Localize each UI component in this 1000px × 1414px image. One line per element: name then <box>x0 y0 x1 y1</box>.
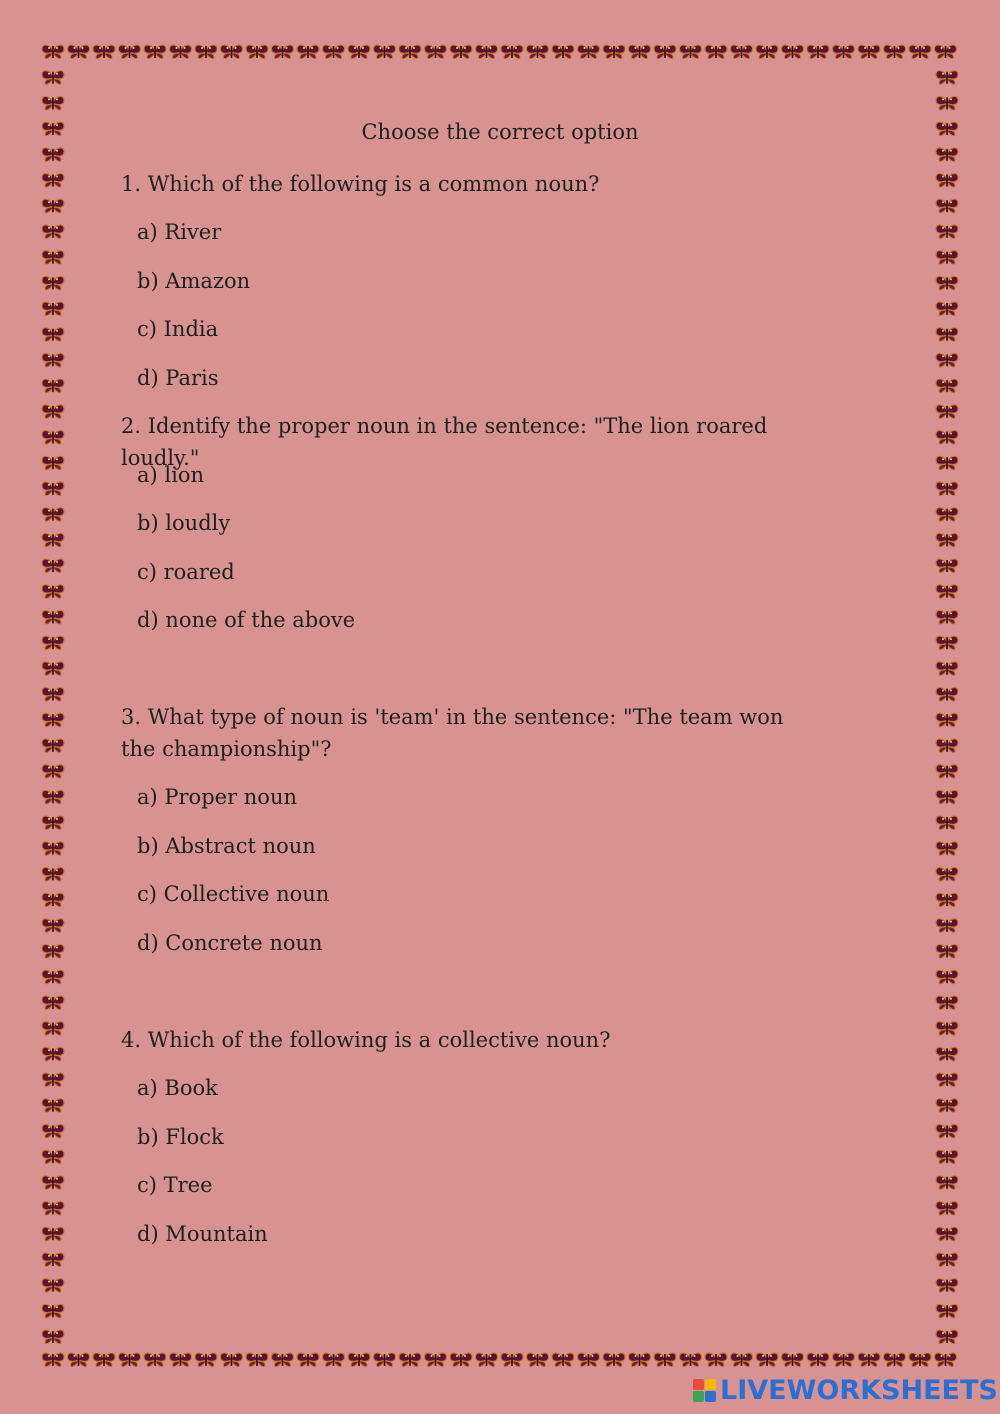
butterfly-icon <box>936 533 958 547</box>
question-4-option-b[interactable]: b) Flock <box>137 1125 224 1149</box>
butterfly-icon <box>936 431 958 445</box>
question-2-option-b[interactable]: b) loudly <box>137 511 231 535</box>
question-1-option-a[interactable]: a) River <box>137 220 222 244</box>
butterfly-icon <box>936 893 958 907</box>
butterfly-icon <box>246 1353 268 1367</box>
butterfly-icon <box>936 919 958 933</box>
butterfly-icon <box>705 1353 727 1367</box>
butterfly-icon <box>936 1253 958 1267</box>
butterfly-icon <box>323 1353 345 1367</box>
question-4-option-a[interactable]: a) Book <box>137 1076 218 1100</box>
butterfly-icon <box>42 508 64 522</box>
butterfly-icon <box>42 585 64 599</box>
question-2: 2. Identify the proper noun in the sentence: "The lion roared loudly." <box>121 414 768 470</box>
butterfly-icon <box>42 431 64 445</box>
butterfly-icon <box>42 1279 64 1293</box>
butterfly-icon <box>68 1353 90 1367</box>
butterfly-icon <box>936 713 958 727</box>
butterfly-icon <box>42 945 64 959</box>
butterfly-icon <box>42 1353 64 1367</box>
butterfly-icon <box>42 739 64 753</box>
butterfly-icon <box>425 1353 447 1367</box>
butterfly-icon <box>935 1353 957 1367</box>
butterfly-icon <box>42 533 64 547</box>
butterfly-icon <box>246 45 268 59</box>
butterfly-icon <box>705 45 727 59</box>
butterfly-icon <box>170 1353 192 1367</box>
question-3-option-a[interactable]: a) Proper noun <box>137 785 298 809</box>
butterfly-icon <box>195 1353 217 1367</box>
butterfly-icon <box>936 1150 958 1164</box>
butterfly-icon <box>42 1227 64 1241</box>
question-2-option-a[interactable]: a) lion <box>137 463 204 487</box>
butterfly-icon <box>42 1176 64 1190</box>
question-4: 4. Which of the following is a collective noun? <box>121 1028 611 1052</box>
question-3-option-d[interactable]: d) Concrete noun <box>137 931 323 955</box>
butterfly-icon <box>374 1353 396 1367</box>
butterfly-icon <box>936 739 958 753</box>
butterfly-icon <box>654 1353 676 1367</box>
butterfly-icon <box>552 1353 574 1367</box>
butterfly-icon <box>399 45 421 59</box>
butterfly-icon <box>782 1353 804 1367</box>
butterfly-icon <box>42 199 64 213</box>
butterfly-icon <box>119 1353 141 1367</box>
butterfly-icon <box>654 45 676 59</box>
liveworksheets-logo[interactable] <box>693 1372 998 1408</box>
butterfly-icon <box>936 148 958 162</box>
butterfly-icon <box>936 96 958 110</box>
butterfly-icon <box>42 1150 64 1164</box>
butterfly-icon <box>936 174 958 188</box>
butterfly-icon <box>756 1353 778 1367</box>
logo-cubes-icon <box>693 1379 716 1402</box>
butterfly-icon <box>42 919 64 933</box>
butterfly-icon <box>936 1279 958 1293</box>
question-1: 1. Which of the following is a common noun? <box>121 172 600 196</box>
butterfly-icon <box>450 1353 472 1367</box>
question-4-option-d[interactable]: d) Mountain <box>137 1222 268 1246</box>
butterfly-icon <box>42 1253 64 1267</box>
butterfly-icon <box>936 379 958 393</box>
butterfly-icon <box>323 45 345 59</box>
butterfly-icon <box>936 225 958 239</box>
butterfly-icon <box>680 1353 702 1367</box>
butterfly-icon <box>93 45 115 59</box>
butterfly-icon <box>807 1353 829 1367</box>
butterfly-icon <box>42 174 64 188</box>
butterfly-icon <box>603 45 625 59</box>
butterfly-icon <box>42 353 64 367</box>
butterfly-icon <box>42 251 64 265</box>
butterfly-icon <box>42 662 64 676</box>
butterfly-icon <box>68 45 90 59</box>
butterfly-icon <box>42 1304 64 1318</box>
butterfly-icon <box>42 842 64 856</box>
butterfly-icon <box>42 688 64 702</box>
butterfly-icon <box>756 45 778 59</box>
butterfly-icon <box>909 45 931 59</box>
butterfly-icon <box>936 276 958 290</box>
butterfly-icon <box>936 1176 958 1190</box>
butterfly-icon <box>936 1304 958 1318</box>
butterfly-icon <box>42 1047 64 1061</box>
butterfly-icon <box>936 790 958 804</box>
butterfly-icon <box>42 148 64 162</box>
butterfly-icon <box>935 45 957 59</box>
butterfly-icon <box>374 45 396 59</box>
butterfly-icon <box>527 45 549 59</box>
butterfly-icon <box>603 1353 625 1367</box>
butterfly-icon <box>782 45 804 59</box>
butterfly-icon <box>450 45 472 59</box>
butterfly-icon <box>425 45 447 59</box>
butterfly-icon <box>936 945 958 959</box>
butterfly-icon <box>833 45 855 59</box>
butterfly-icon <box>93 1353 115 1367</box>
butterfly-icon <box>42 893 64 907</box>
question-1-option-c[interactable]: c) India <box>137 317 219 341</box>
butterfly-icon <box>42 867 64 881</box>
butterfly-icon <box>936 508 958 522</box>
butterfly-icon <box>42 996 64 1010</box>
butterfly-icon <box>936 842 958 856</box>
butterfly-icon <box>42 816 64 830</box>
butterfly-icon <box>501 45 523 59</box>
butterfly-icon <box>527 1353 549 1367</box>
butterfly-icon <box>42 71 64 85</box>
butterfly-icon <box>936 405 958 419</box>
question-3: 3. What type of noun is 'team' in the sentence: "The team won the championship"? <box>121 705 784 761</box>
butterfly-icon <box>936 662 958 676</box>
butterfly-icon <box>833 1353 855 1367</box>
butterfly-icon <box>936 765 958 779</box>
butterfly-icon <box>42 276 64 290</box>
logo-text: LIVEWORKSHEETS <box>720 1374 998 1406</box>
butterfly-icon <box>936 1099 958 1113</box>
butterfly-icon <box>476 1353 498 1367</box>
butterfly-icon <box>119 45 141 59</box>
butterfly-icon <box>42 1330 64 1344</box>
butterfly-icon <box>936 688 958 702</box>
butterfly-icon <box>731 45 753 59</box>
question-2-option-d[interactable]: d) none of the above <box>137 608 356 632</box>
butterfly-icon <box>936 1202 958 1216</box>
butterfly-icon <box>42 1124 64 1138</box>
butterfly-icon <box>42 559 64 573</box>
butterfly-icon <box>936 1227 958 1241</box>
butterfly-icon <box>936 1124 958 1138</box>
butterfly-icon <box>144 45 166 59</box>
question-3-option-b[interactable]: b) Abstract noun <box>137 834 316 858</box>
butterfly-icon <box>807 45 829 59</box>
butterfly-icon <box>272 1353 294 1367</box>
butterfly-icon <box>42 302 64 316</box>
butterfly-icon <box>501 1353 523 1367</box>
butterfly-icon <box>297 45 319 59</box>
butterfly-icon <box>936 353 958 367</box>
butterfly-icon <box>297 1353 319 1367</box>
butterfly-icon <box>42 790 64 804</box>
butterfly-icon <box>42 1202 64 1216</box>
question-4-option-c[interactable]: c) Tree <box>137 1173 213 1197</box>
butterfly-icon <box>884 45 906 59</box>
butterfly-icon <box>936 328 958 342</box>
butterfly-icon <box>936 996 958 1010</box>
butterfly-icon <box>42 379 64 393</box>
butterfly-icon <box>42 610 64 624</box>
butterfly-icon <box>731 1353 753 1367</box>
butterfly-icon <box>42 970 64 984</box>
butterfly-icon <box>936 585 958 599</box>
butterfly-icon <box>42 765 64 779</box>
butterfly-icon <box>272 45 294 59</box>
butterfly-icon <box>42 225 64 239</box>
butterfly-icon <box>42 456 64 470</box>
butterfly-icon <box>42 96 64 110</box>
butterfly-icon <box>42 328 64 342</box>
butterfly-icon <box>936 610 958 624</box>
butterfly-icon <box>936 199 958 213</box>
butterfly-icon <box>936 71 958 85</box>
butterfly-icon <box>42 636 64 650</box>
butterfly-icon <box>399 1353 421 1367</box>
butterfly-icon <box>552 45 574 59</box>
butterfly-icon <box>578 1353 600 1367</box>
butterfly-icon <box>936 636 958 650</box>
butterfly-icon <box>936 1330 958 1344</box>
butterfly-icon <box>629 1353 651 1367</box>
butterfly-icon <box>348 45 370 59</box>
butterfly-icon <box>936 867 958 881</box>
butterfly-icon <box>936 251 958 265</box>
butterfly-icon <box>42 482 64 496</box>
butterfly-icon <box>42 1099 64 1113</box>
butterfly-icon <box>909 1353 931 1367</box>
worksheet-title: Choose the correct option <box>361 120 639 144</box>
question-2-option-c[interactable]: c) roared <box>137 560 235 584</box>
question-1-option-d[interactable]: d) Paris <box>137 366 219 390</box>
butterfly-icon <box>348 1353 370 1367</box>
butterfly-icon <box>476 45 498 59</box>
butterfly-icon <box>42 405 64 419</box>
butterfly-icon <box>195 45 217 59</box>
butterfly-icon <box>936 559 958 573</box>
butterfly-icon <box>884 1353 906 1367</box>
butterfly-icon <box>936 816 958 830</box>
butterfly-icon <box>42 1073 64 1087</box>
butterfly-icon <box>936 482 958 496</box>
question-3-option-c[interactable]: c) Collective noun <box>137 882 330 906</box>
butterfly-icon <box>170 45 192 59</box>
butterfly-icon <box>936 1022 958 1036</box>
question-1-option-b[interactable]: b) Amazon <box>137 269 251 293</box>
butterfly-icon <box>858 45 880 59</box>
butterfly-icon <box>578 45 600 59</box>
butterfly-icon <box>221 45 243 59</box>
butterfly-icon <box>629 45 651 59</box>
butterfly-icon <box>936 970 958 984</box>
butterfly-icon <box>144 1353 166 1367</box>
butterfly-icon <box>936 302 958 316</box>
butterfly-icon <box>858 1353 880 1367</box>
butterfly-icon <box>936 456 958 470</box>
butterfly-icon <box>680 45 702 59</box>
butterfly-icon <box>42 45 64 59</box>
butterfly-icon <box>42 1022 64 1036</box>
butterfly-icon <box>221 1353 243 1367</box>
butterfly-icon <box>42 713 64 727</box>
butterfly-icon <box>936 1047 958 1061</box>
butterfly-icon <box>936 1073 958 1087</box>
